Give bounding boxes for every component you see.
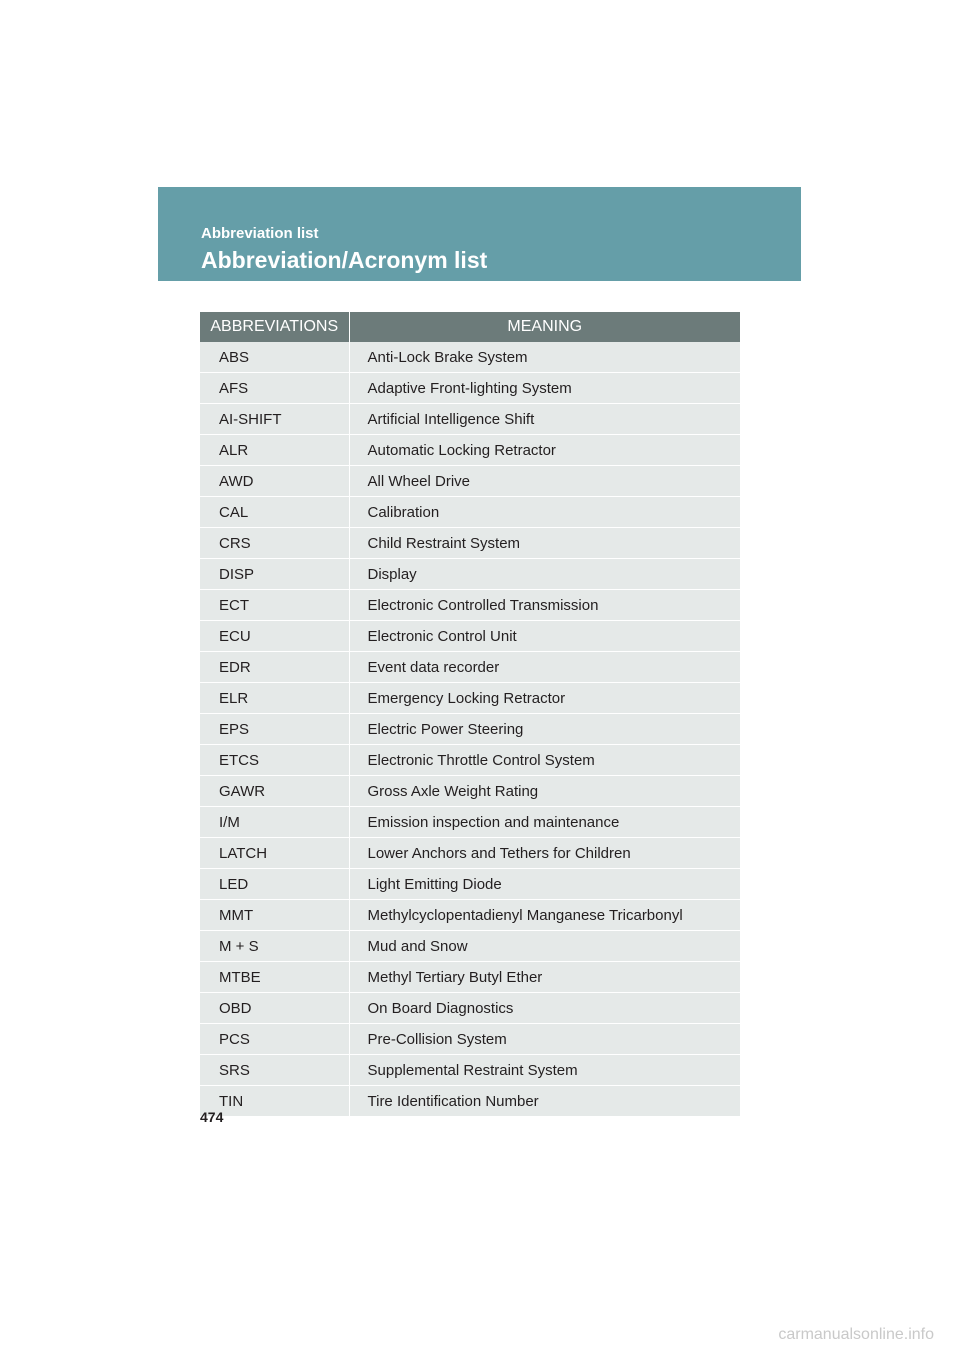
- meaning-cell: Electronic Control Unit: [349, 621, 740, 652]
- meaning-cell: Artificial Intelligence Shift: [349, 404, 740, 435]
- table-row: [200, 373, 740, 404]
- table-row: [200, 528, 740, 559]
- abbreviation-cell: ABS: [200, 342, 349, 373]
- abbreviation-cell: ETCS: [200, 745, 349, 776]
- table-row: [200, 497, 740, 528]
- table-row: [200, 590, 740, 621]
- abbreviation-table: [200, 312, 740, 1117]
- meaning-cell: Mud and Snow: [349, 931, 740, 962]
- table-row: [200, 931, 740, 962]
- table-row: [200, 466, 740, 497]
- meaning-cell: Light Emitting Diode: [349, 869, 740, 900]
- abbreviation-cell: CAL: [200, 497, 349, 528]
- meaning-cell: Event data recorder: [349, 652, 740, 683]
- header-band: [158, 187, 801, 281]
- section-label: Abbreviation list: [201, 225, 319, 242]
- watermark: carmanualsonline.info: [778, 1326, 934, 1343]
- abbreviation-cell: OBD: [200, 993, 349, 1024]
- meaning-cell: Anti-Lock Brake System: [349, 342, 740, 373]
- abbreviation-cell: EDR: [200, 652, 349, 683]
- table-row: [200, 1055, 740, 1086]
- abbreviation-cell: I/M: [200, 807, 349, 838]
- table-row: [200, 342, 740, 373]
- meaning-cell: Adaptive Front-lighting System: [349, 373, 740, 404]
- abbreviation-cell: MTBE: [200, 962, 349, 993]
- abbreviation-cell: SRS: [200, 1055, 349, 1086]
- table-row: [200, 652, 740, 683]
- meaning-cell: Supplemental Restraint System: [349, 1055, 740, 1086]
- table-row: [200, 869, 740, 900]
- table-row: [200, 435, 740, 466]
- table-body: [200, 342, 740, 1117]
- abbreviation-cell: LED: [200, 869, 349, 900]
- abbreviation-cell: GAWR: [200, 776, 349, 807]
- meaning-cell: Methylcyclopentadienyl Manganese Tricarbonyl: [349, 900, 740, 931]
- table-row: [200, 962, 740, 993]
- meaning-cell: Lower Anchors and Tethers for Children: [349, 838, 740, 869]
- table-row: [200, 683, 740, 714]
- meaning-cell: Automatic Locking Retractor: [349, 435, 740, 466]
- abbreviation-cell: AI-SHIFT: [200, 404, 349, 435]
- meaning-cell: Emergency Locking Retractor: [349, 683, 740, 714]
- abbreviation-cell: EPS: [200, 714, 349, 745]
- abbreviation-cell: ECT: [200, 590, 349, 621]
- abbreviation-cell: ALR: [200, 435, 349, 466]
- table-row: [200, 714, 740, 745]
- abbreviation-cell: M + S: [200, 931, 349, 962]
- meaning-cell: Electronic Controlled Transmission: [349, 590, 740, 621]
- page-title: Abbreviation/Acronym list: [201, 247, 488, 273]
- abbreviation-cell: AFS: [200, 373, 349, 404]
- table-row: [200, 745, 740, 776]
- meaning-cell: Emission inspection and maintenance: [349, 807, 740, 838]
- table-row: [200, 1086, 740, 1117]
- page-number: 474: [200, 1109, 224, 1125]
- meaning-cell: Child Restraint System: [349, 528, 740, 559]
- abbreviation-cell: PCS: [200, 1024, 349, 1055]
- meaning-cell: Display: [349, 559, 740, 590]
- table-row: [200, 559, 740, 590]
- abbreviation-cell: DISP: [200, 559, 349, 590]
- table-row: [200, 1024, 740, 1055]
- table-row: [200, 993, 740, 1024]
- table-row: [200, 404, 740, 435]
- abbreviation-cell: ECU: [200, 621, 349, 652]
- meaning-cell: Tire Identification Number: [349, 1086, 740, 1117]
- abbreviation-cell: LATCH: [200, 838, 349, 869]
- table-row: [200, 776, 740, 807]
- meaning-cell: All Wheel Drive: [349, 466, 740, 497]
- column-header-meaning: MEANING: [349, 312, 740, 342]
- abbreviation-cell: MMT: [200, 900, 349, 931]
- meaning-cell: Methyl Tertiary Butyl Ether: [349, 962, 740, 993]
- table-row: [200, 621, 740, 652]
- meaning-cell: Calibration: [349, 497, 740, 528]
- meaning-cell: Gross Axle Weight Rating: [349, 776, 740, 807]
- meaning-cell: Electronic Throttle Control System: [349, 745, 740, 776]
- table-header-row: [200, 312, 740, 342]
- meaning-cell: Pre-Collision System: [349, 1024, 740, 1055]
- column-header-abbreviations: ABBREVIATIONS: [200, 312, 349, 342]
- table-row: [200, 807, 740, 838]
- meaning-cell: On Board Diagnostics: [349, 993, 740, 1024]
- abbreviation-cell: AWD: [200, 466, 349, 497]
- abbreviation-cell: ELR: [200, 683, 349, 714]
- table-row: [200, 838, 740, 869]
- meaning-cell: Electric Power Steering: [349, 714, 740, 745]
- table-row: [200, 900, 740, 931]
- abbreviation-cell: TIN: [200, 1086, 349, 1117]
- abbreviation-cell: CRS: [200, 528, 349, 559]
